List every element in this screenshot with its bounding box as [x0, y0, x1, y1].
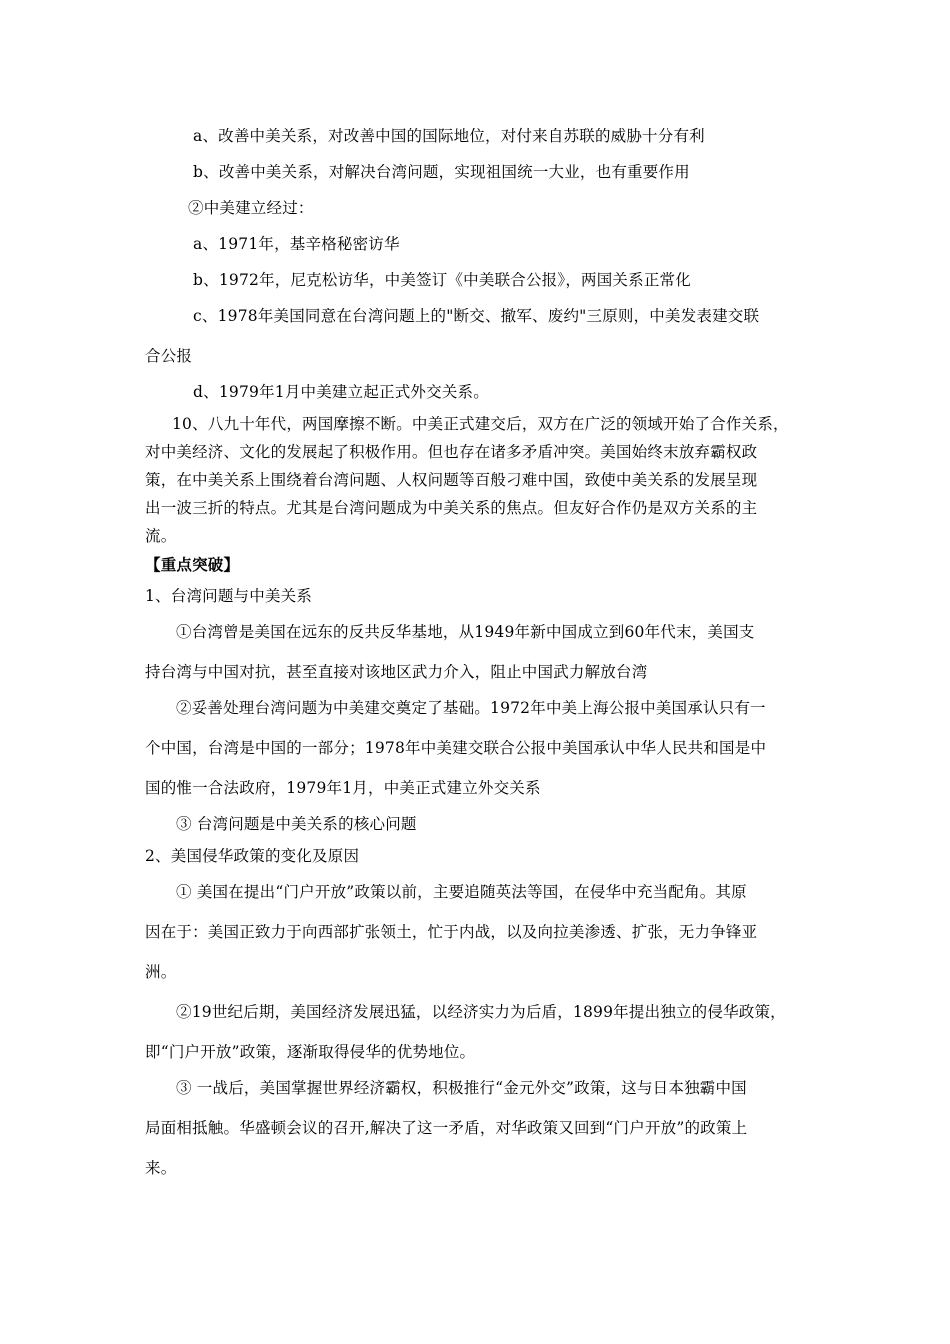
text-line: ③ 一战后，美国掌握世界经济霸权，积极推行“金元外交”政策，这与日本独霸中国	[176, 1079, 747, 1097]
text-line: ②19世纪后期，美国经济发展迅猛，以经济实力为后盾，1899年提出独立的侵华政策，	[176, 1003, 786, 1021]
text-line: c、1978年美国同意在台湾问题上的"断交、撤军、废约"三原则，中美发表建交联	[193, 307, 760, 325]
text-line: 持台湾与中国对抗，甚至直接对该地区武力介入，阻止中国武力解放台湾	[145, 663, 648, 681]
text-line: a、1971年，基辛格秘密访华	[193, 235, 400, 253]
text-line: b、1972年，尼克松访华，中美签订《中美联合公报》，两国关系正常化	[193, 271, 691, 289]
text-line: 因在于：美国正致力于向西部扩张领土，忙于内战，以及向拉美渗透、扩张，无力争锋亚	[145, 923, 758, 941]
text-line: 流。	[145, 527, 177, 545]
text-line: 对中美经济、文化的发展起了积极作用。但也存在诸多矛盾冲突。美国始终末放弃霸权政	[145, 443, 758, 461]
text-line: ①台湾曾是美国在远东的反共反华基地，从1949年新中国成立到60年代末，美国支	[176, 623, 755, 641]
text-line: a、改善中美关系，对改善中国的国际地位，对付来自苏联的威胁十分有利	[193, 127, 705, 145]
text-line: 局面相抵触。华盛顿会议的召开,解决了这一矛盾，对华政策又回到“门户开放”的政策上	[145, 1119, 748, 1137]
subheading: 1、台湾问题与中美关系	[145, 587, 313, 605]
text-line: 合公报	[145, 347, 193, 365]
text-line: 10、八九十年代，两国摩擦不断。中美正式建交后，双方在广泛的领域开始了合作关系，	[172, 415, 789, 433]
text-line: 国的惟一合法政府，1979年1月，中美正式建立外交关系	[145, 779, 541, 797]
text-line: ① 美国在提出“门户开放”政策以前，主要追随英法等国，在侵华中充当配角。其原	[176, 883, 747, 901]
text-line: b、改善中美关系，对解决台湾问题，实现祖国统一大业，也有重要作用	[193, 163, 690, 181]
subheading: 2、美国侵华政策的变化及原因	[145, 847, 360, 865]
text-line: d、1979年1月中美建立起正式外交关系。	[193, 383, 489, 401]
text-line: 出一波三折的特点。尤其是台湾问题成为中美关系的焦点。但友好合作仍是双方关系的主	[145, 499, 758, 517]
text-line: 个中国，台湾是中国的一部分；1978年中美建交联合公报中美国承认中华人民共和国是中	[145, 739, 767, 757]
text-line: ③ 台湾问题是中美关系的核心问题	[176, 815, 417, 833]
text-line: ②妥善处理台湾问题为中美建交奠定了基础。1972年中美上海公报中美国承认只有一	[176, 699, 766, 717]
text-line: 来。	[145, 1159, 177, 1177]
text-line: 即“门户开放”政策，逐渐取得侵华的优势地位。	[145, 1043, 476, 1061]
text-line: ②中美建立经过：	[188, 199, 314, 217]
text-line: 洲。	[145, 963, 177, 981]
section-heading: 【重点突破】	[145, 556, 240, 574]
text-line: 策，在中美关系上围绕着台湾问题、人权问题等百般刁难中国，致使中美关系的发展呈现	[145, 471, 758, 489]
